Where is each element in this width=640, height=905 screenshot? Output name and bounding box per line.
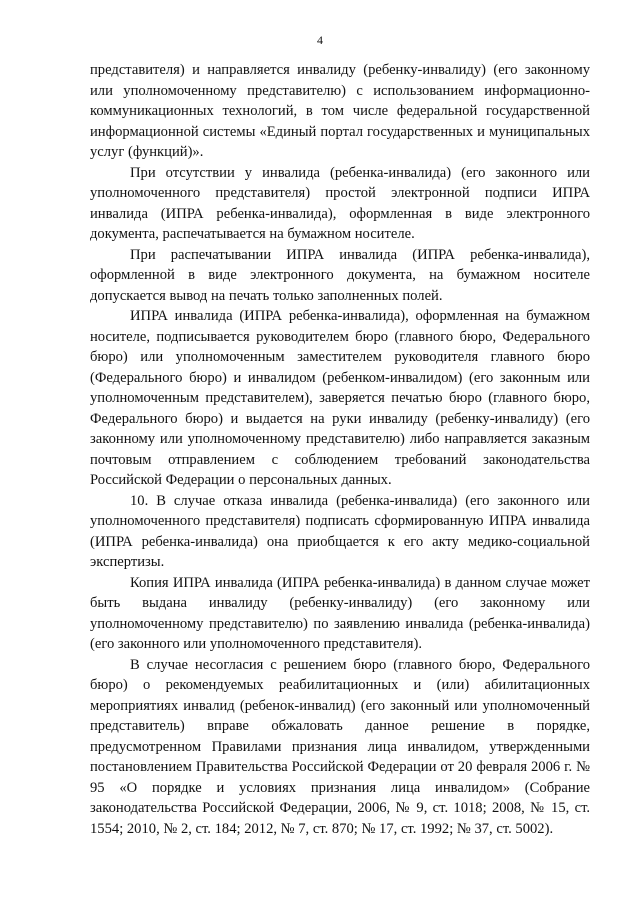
page-number: 4 (317, 33, 323, 47)
paragraph-continuation: представителя) и направляется инвалиду (ребенку-инвалиду) (его законному или уполномоченному представителю) с использованием информационно-коммуникационных технологий, в том числе федеральной государственной информационной системы «Единый портал государственных и муниципальных услуг (функций)». (90, 62, 590, 160)
paragraph: Копия ИПРА инвалида (ИПРА ребенка-инвалида) в данном случае может быть выдана инвалиду (ребенку-инвалиду) (его законному или уполномоченному представителю) по заявлению инвалида (ребенка-инвалида) (его законного или уполномоченного представителя). (90, 574, 590, 652)
paragraph: При распечатывании ИПРА инвалида (ИПРА ребенка-инвалида), оформленной в виде электронного документа, на бумажном носителе допускается вывод на печать только заполненных полей. (90, 246, 590, 304)
paragraph: В случае несогласия с решением бюро (главного бюро, Федерального бюро) о рекомендуемых реабилитационных и (или) абилитационных мероприятиях инвалид (ребенок-инвалид) (его законный или уполномоченный представитель) вправе обжаловать данное решение в порядке, предусмотренном Правилами признания лица инвалидом, утвержденными постановлением Правительства Российской Федерации от 20 февраля 2006 г. № 95 «О порядке и условиях признания лица инвалидом» (Собрание законодательства Российской Федерации, 2006, № 9, ст. 1018; 2008, № 15, ст. 1554; 2010, № 2, ст. 184; 2012, № 7, ст. 870; № 17, ст. 1992; № 37, ст. 5002). (90, 656, 590, 837)
paragraph-item-10: 10. В случае отказа инвалида (ребенка-инвалида) (его законного или уполномоченного представителя) подписать сформированную ИПРА инвалида (ИПРА ребенка-инвалида) она приобщается к его акту медико-социальной экспертизы. (90, 492, 590, 570)
paragraph: При отсутствии у инвалида (ребенка-инвалида) (его законного или уполномоченного представителя) простой электронной подписи ИПРА инвалида (ИПРА ребенка-инвалида), оформленная в виде электронного документа, распечатывается на бумажном носителе. (90, 164, 590, 242)
document-body (90, 60, 590, 839)
paragraph: ИПРА инвалида (ИПРА ребенка-инвалида), оформленная на бумажном носителе, подписывается руководителем бюро (главного бюро, Федерального бюро) или уполномоченным заместителем руководителя главного бюро (Федерального бюро) и инвалидом (ребенком-инвалидом) (его законным или уполномоченным представителем), заверяется печатью бюро (главного бюро, Федерального бюро) и выдается на руки инвалиду (ребенку-инвалиду) (его законному или уполномоченному представителю) либо направляется заказным почтовым отправлением с соблюдением требований законодательства Российской Федерации о персональных данных. (90, 308, 590, 488)
